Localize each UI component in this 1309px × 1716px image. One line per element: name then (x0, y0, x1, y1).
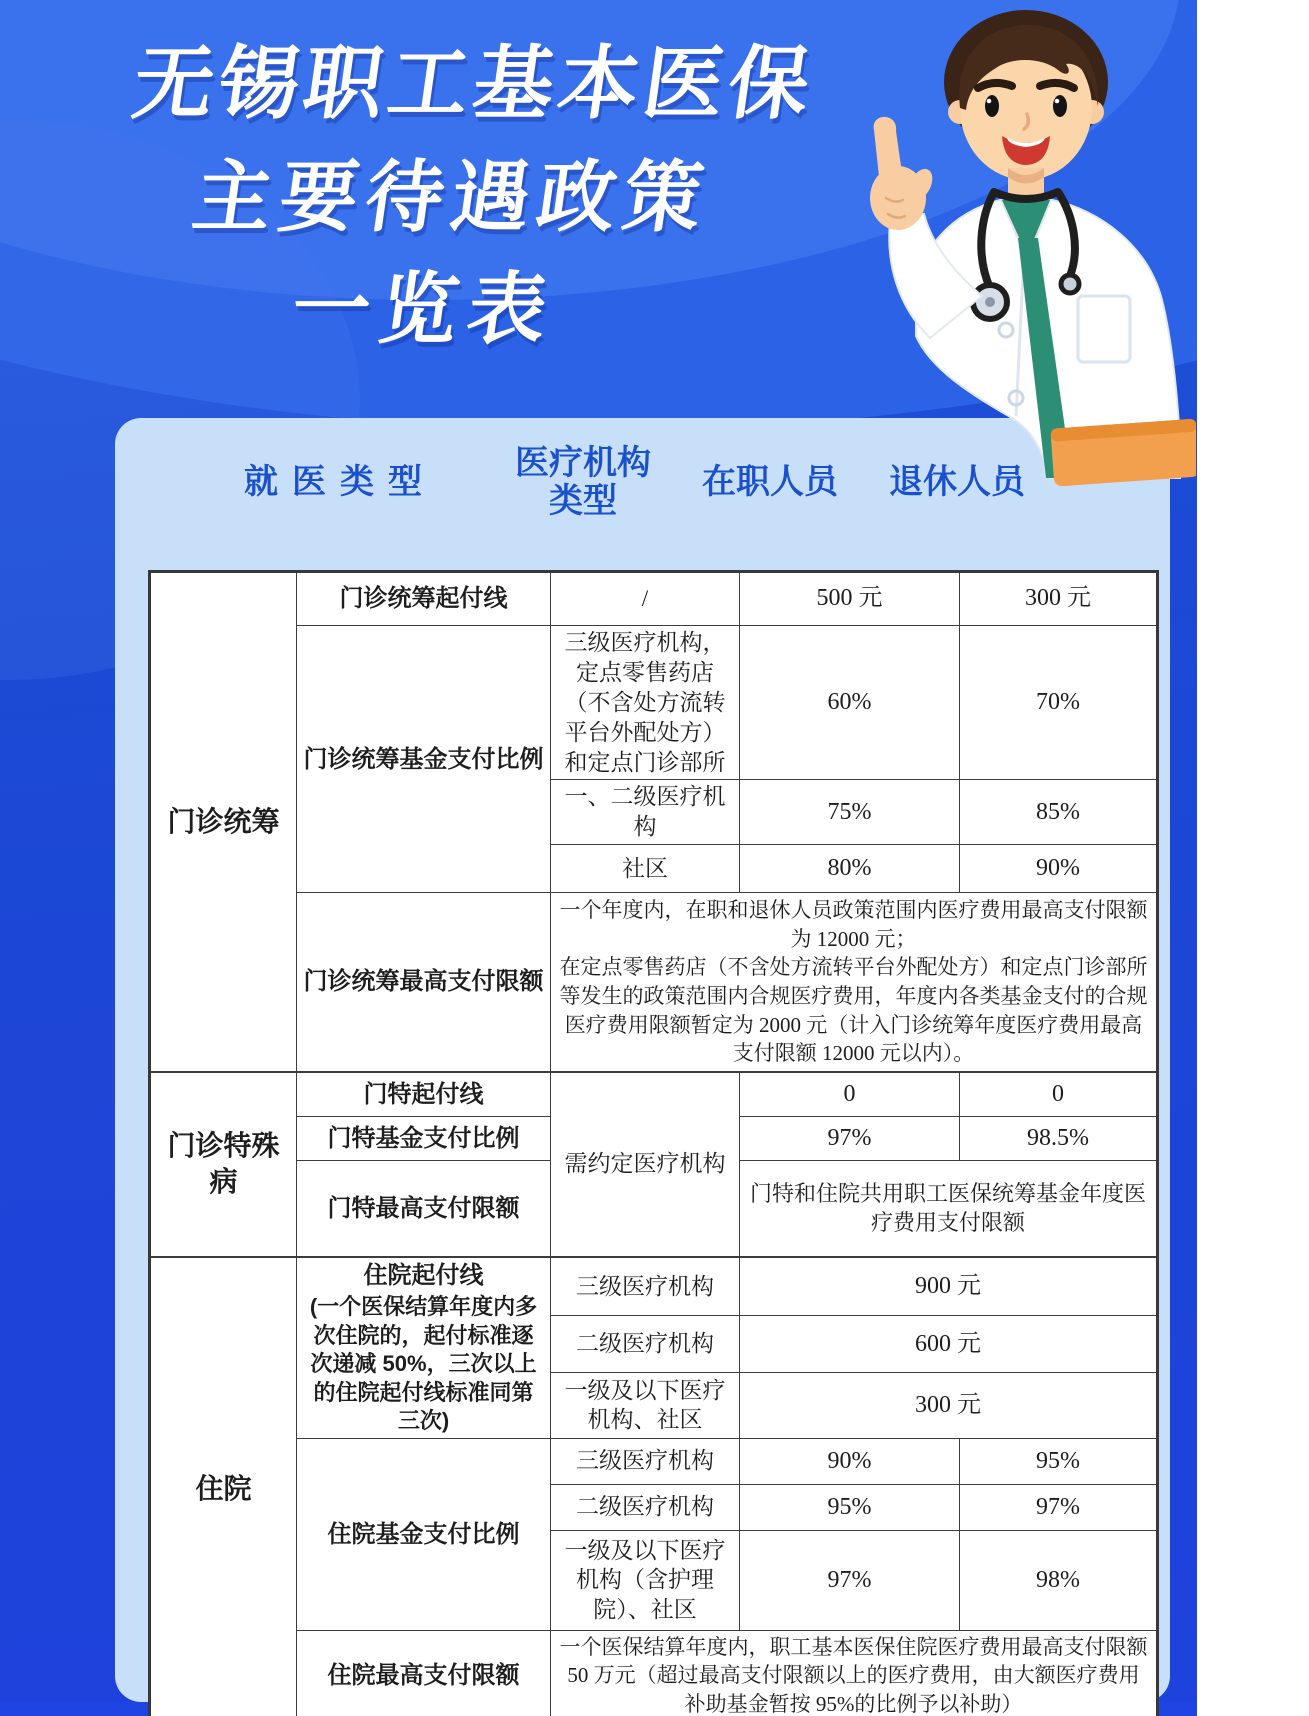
cell-value-retired: 90% (960, 845, 1158, 893)
cell-institution: 二级医疗机构 (551, 1316, 740, 1373)
cell-institution: 三级医疗机构 (551, 1438, 740, 1484)
content-panel (115, 418, 1170, 1716)
table-row (150, 1072, 1158, 1117)
cell-value-retired: 70% (960, 626, 1158, 780)
column-header-institution-type: 医疗机构类型 (515, 443, 651, 520)
cell-institution: 一、二级医疗机构 (551, 780, 740, 845)
outpatient-cap-text-1: 一个年度内，在职和退休人员政策范围内医疗费用最高支付限额为 12000 元； (559, 898, 1148, 951)
cell-value-retired: 95% (960, 1438, 1158, 1484)
cell-institution: 三级医疗机构 (551, 1257, 740, 1316)
hospital-deductible-label: 住院起付线 (363, 1261, 484, 1289)
policy-table (148, 570, 1159, 1716)
cell-value-merged: 600 元 (740, 1316, 1158, 1373)
table-row (150, 1630, 1158, 1716)
cell-value-active: 90% (740, 1438, 960, 1484)
cell-label-outpatient-deductible: 门诊统筹起付线 (297, 572, 551, 626)
cell-institution: 二级医疗机构 (551, 1484, 740, 1530)
cell-label-special-ratio: 门特基金支付比例 (297, 1117, 551, 1161)
cell-special-cap-text: 门特和住院共用职工医保统筹基金年度医疗费用支付限额 (740, 1161, 1158, 1257)
cell-institution: 一级及以下医疗机构、社区 (551, 1373, 740, 1439)
cell-outpatient-cap-text (551, 893, 1158, 1072)
table-row (150, 893, 1158, 1072)
cell-value-retired: 97% (960, 1484, 1158, 1530)
cell-value-merged: 900 元 (740, 1257, 1158, 1316)
cell-group-outpatient: 门诊统筹 (150, 572, 297, 1072)
cell-value-active: 500 元 (740, 572, 960, 626)
cell-institution: / (551, 572, 740, 626)
title-line-2: 主要待遇政策 (187, 153, 717, 241)
cell-value-retired: 0 (960, 1072, 1158, 1117)
cell-label-hospital-ratio: 住院基金支付比例 (297, 1438, 551, 1630)
cell-label-outpatient-cap: 门诊统筹最高支付限额 (297, 893, 551, 1072)
cell-label-hospital-deductible (297, 1257, 551, 1439)
cell-value-active: 97% (740, 1117, 960, 1161)
cell-label-special-cap: 门特最高支付限额 (297, 1161, 551, 1257)
poster-title (97, 39, 821, 353)
title-line-1: 无锡职工基本医保 (127, 39, 821, 128)
cell-label-hospital-cap: 住院最高支付限额 (297, 1630, 551, 1716)
cell-value-retired: 85% (960, 780, 1158, 845)
cell-value-active: 97% (740, 1530, 960, 1630)
table-row (150, 572, 1158, 626)
column-header-active: 在职人员 (702, 462, 838, 501)
cell-value-active: 80% (740, 845, 960, 893)
cell-value-active: 60% (740, 626, 960, 780)
cell-value-retired: 300 元 (960, 572, 1158, 626)
table-row (150, 626, 1158, 780)
table-row (150, 1438, 1158, 1484)
cell-value-retired: 98% (960, 1530, 1158, 1630)
doctor-illustration (740, 0, 1196, 490)
cell-group-hospital: 住院 (150, 1257, 297, 1716)
table-row (150, 1257, 1158, 1316)
cell-institution: 社区 (551, 845, 740, 893)
cell-special-institution-note: 需约定医疗机构 (551, 1072, 740, 1257)
cell-label-outpatient-ratio: 门诊统筹基金支付比例 (297, 626, 551, 893)
cell-institution: 一级及以下医疗机构（含护理院）、社区 (551, 1530, 740, 1630)
cell-value-retired: 98.5% (960, 1117, 1158, 1161)
column-header-visit-type: 就医类型 (244, 462, 436, 501)
cell-value-active: 0 (740, 1072, 960, 1117)
title-line-3: 一览表 (285, 265, 563, 353)
cell-institution: 三级医疗机构，定点零售药店（不含处方流转平台外配处方）和定点门诊部所 (551, 626, 740, 780)
cell-label-special-deductible: 门特起付线 (297, 1072, 551, 1117)
hospital-deductible-note: (一个医保结算年度内多次住院的，起付标准逐次递减 50%，三次以上的住院起付线标准同第三次) (309, 1293, 538, 1434)
cell-value-merged: 300 元 (740, 1373, 1158, 1439)
outpatient-cap-text-2: 在定点零售药店（不含处方流转平台外配处方）和定点门诊部所等发生的政策范围内合规医疗费用，年度内各类基金支付的合规医疗费用限额暂定为 2000 元（计入门诊统筹年度医疗费用最高支付限额 12000 元以内）。 (559, 955, 1148, 1066)
cell-value-active: 75% (740, 780, 960, 845)
column-header-retired: 退休人员 (889, 462, 1025, 501)
cell-hospital-cap-text: 一个医保结算年度内，职工基本医保住院医疗费用最高支付限额 50 万元（超过最高支付限额以上的医疗费用，由大额医疗费用补助基金暂按 95%的比例予以补助） (551, 1630, 1158, 1716)
cell-value-active: 95% (740, 1484, 960, 1530)
cell-group-special: 门诊特殊病 (150, 1072, 297, 1257)
